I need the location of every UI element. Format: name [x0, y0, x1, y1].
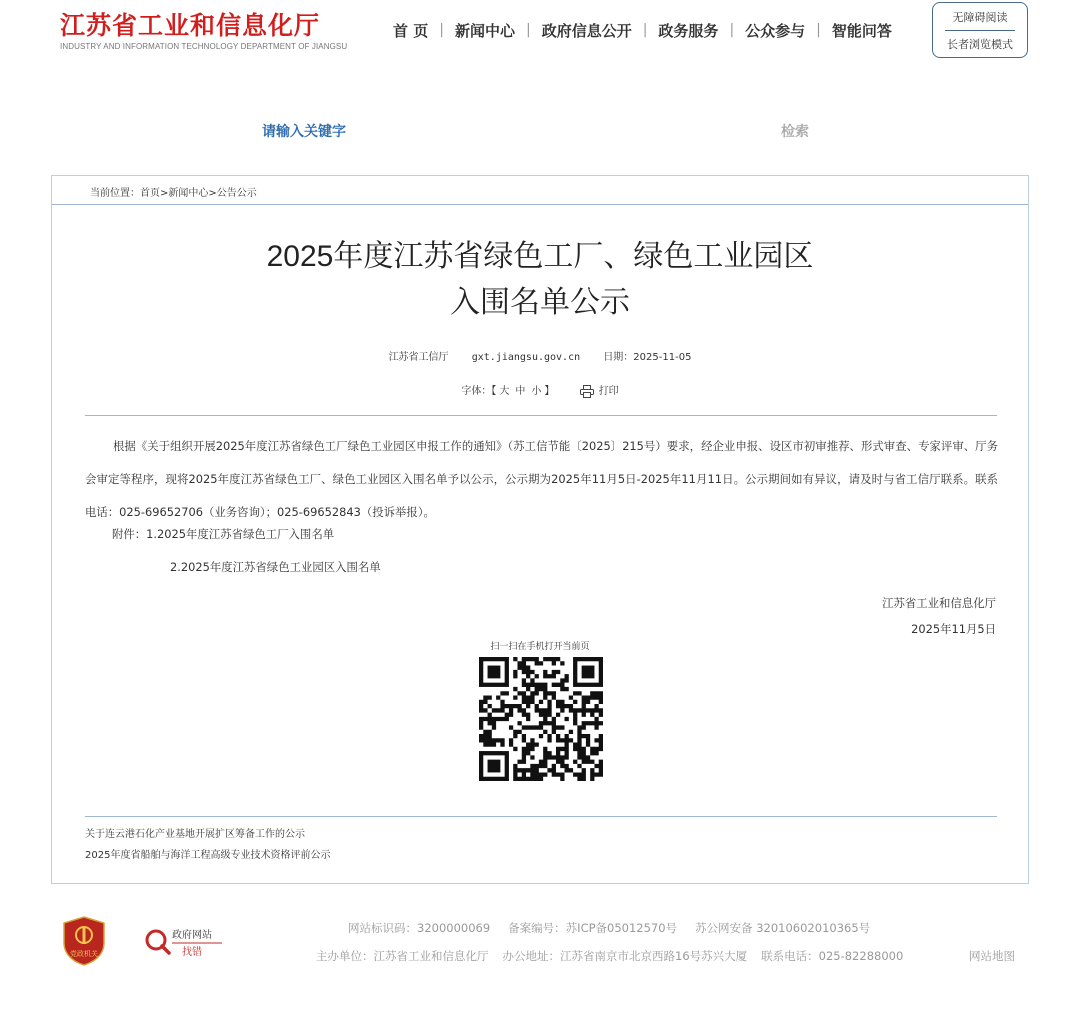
footer-address: 办公地址：江苏省南京市北京西路16号苏兴大厦 [502, 949, 748, 963]
main-nav [393, 19, 892, 41]
footer-icp[interactable]: 备案编号：苏ICP备05012570号 [508, 921, 678, 935]
footer-contact [316, 948, 917, 964]
nav-separator: | [525, 22, 531, 38]
nav-separator: | [439, 22, 444, 38]
signer: 江苏省工业和信息化厅 [882, 596, 996, 610]
printer-icon [580, 385, 594, 398]
accessibility-box [932, 2, 1028, 58]
article-signature [882, 590, 996, 642]
nav-gov-info[interactable]: 政府信息公开 [541, 21, 632, 40]
breadcrumb-sep: > [160, 188, 169, 199]
site-logo-subtitle: INDUSTRY AND INFORMATION TECHNOLOGY DEPARTMENT OF JIANGSU [60, 42, 348, 51]
breadcrumb-bar [52, 176, 1028, 205]
breadcrumb-news[interactable]: 新闻中心 [168, 188, 209, 199]
font-size-label: 字体：【 [461, 386, 497, 397]
footer-phone: 联系电话：025-82288000 [761, 949, 904, 963]
site-header [0, 0, 1080, 80]
article-title [52, 234, 1028, 326]
print-button[interactable] [580, 386, 619, 397]
party-gov-emblem-icon[interactable] [62, 916, 106, 966]
divider [945, 30, 1015, 31]
article-title-line1: 2025年度江苏省绿色工厂、绿色工业园区 [266, 240, 814, 273]
breadcrumb-prefix: 当前位置： [90, 188, 140, 199]
nav-smart-qa[interactable]: 智能问答 [831, 21, 892, 40]
nav-separator: | [642, 22, 648, 38]
nav-separator: | [729, 22, 735, 38]
sign-date: 2025年11月5日 [911, 622, 996, 636]
search-button[interactable]: 检索 [781, 124, 809, 140]
divider [85, 415, 997, 416]
related-article-link[interactable]: 2025年度省船舶与海洋工程高级专业技术资格评前公示 [85, 850, 331, 861]
font-size-small[interactable]: 小 [531, 386, 542, 397]
qr-caption: 扫一扫在手机打开当前页 [490, 642, 590, 652]
divider [85, 816, 997, 817]
font-size-large[interactable]: 大 [499, 386, 510, 397]
nav-separator: | [816, 22, 821, 38]
gov-site-label: 政府网站 [172, 930, 212, 941]
attachment-link-1[interactable]: 附件：1.2025年度江苏省绿色工厂入围名单 [112, 527, 335, 541]
emblem-text: 党政机关 [70, 950, 98, 958]
elder-mode-button[interactable]: 长者浏览模式 [947, 38, 1013, 51]
article-body: 根据《关于组织开展2025年度江苏省绿色工厂绿色工业园区申报工作的通知》（苏工信节能〔2025〕215号）要求，经企业申报、设区市初审推荐、形式审查、专家评审、厅务会审定等程序，现将2025年度江苏省绿色工厂、绿色工业园区入围名单予以公示，公示期为2025年11月5日-2025年11月11日。公示期间如有异议，请及时与省工信厅联系。联系电话：025-69652706（业务咨询）；025-69652843（投诉举报）。 [85, 439, 998, 519]
article-title-line2: 入围名单公示 [450, 286, 630, 319]
accessibility-reading-button[interactable]: 无障碍阅读 [952, 11, 1008, 24]
attachment-link-2[interactable]: 2.2025年度江苏省绿色工业园区入围名单 [170, 560, 381, 574]
print-label: 打印 [598, 386, 619, 397]
article-container [51, 175, 1029, 884]
article-meta [52, 348, 1028, 363]
breadcrumb [90, 184, 257, 199]
nav-news-center[interactable]: 新闻中心 [454, 21, 515, 40]
gov-site-error-label: 找错 [182, 947, 202, 958]
breadcrumb-home[interactable]: 首页 [140, 188, 160, 199]
article-date: 日期：2025-11-05 [603, 352, 692, 363]
nav-gov-services[interactable]: 政务服务 [658, 21, 719, 40]
sitemap-link[interactable]: 网站地图 [969, 949, 1015, 963]
footer-host: 主办单位：江苏省工业和信息化厅 [316, 949, 489, 963]
font-size-medium[interactable]: 中 [515, 386, 526, 397]
article-site: gxt.jiangsu.gov.cn [471, 352, 581, 363]
related-articles [85, 824, 330, 866]
gov-site-error-report-icon[interactable] [142, 922, 232, 962]
search-input[interactable]: 请输入关键字 [262, 124, 346, 140]
nav-public-participation[interactable]: 公众参与 [745, 21, 806, 40]
breadcrumb-notice[interactable]: 公告公示 [216, 188, 257, 199]
nav-home[interactable]: 首 页 [393, 21, 429, 40]
footer-police-record[interactable]: 苏公网安备 32010602010365号 [695, 921, 871, 935]
footer-site-id: 网站标识码：3200000069 [348, 921, 491, 935]
font-size-close: 】 [544, 386, 555, 397]
article-source: 江苏省工信厅 [388, 352, 449, 363]
font-size-control [52, 382, 1028, 398]
site-logo-title[interactable]: 江苏省工业和信息化厅 [60, 11, 321, 40]
qr-code [479, 657, 603, 781]
breadcrumb-sep: > [208, 188, 217, 199]
footer-registration [348, 920, 888, 936]
related-article-link[interactable]: 关于连云港石化产业基地开展扩区筹备工作的公示 [85, 829, 305, 840]
